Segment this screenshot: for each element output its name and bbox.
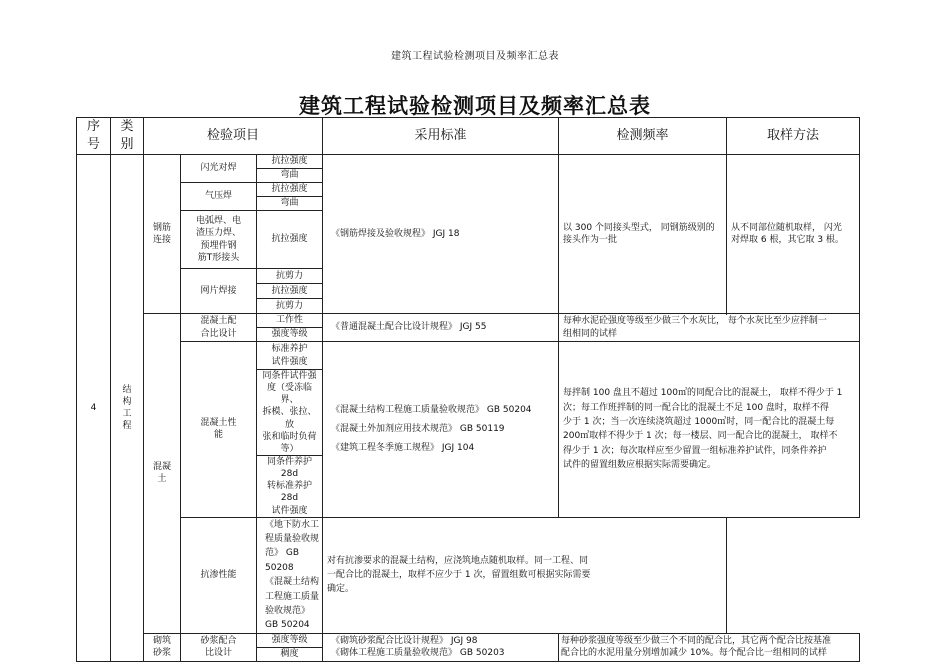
test-cell: 抗剪力 xyxy=(257,269,323,284)
test-cell: 抗拉强度 xyxy=(257,155,323,169)
concrete-perf-standards xyxy=(323,342,559,518)
rebar-group: 钢筋 连接 xyxy=(144,155,181,314)
test-cell: 稠度 xyxy=(257,647,323,661)
test-cell: 强度等级 xyxy=(257,328,323,342)
test-cell: 强度等级 xyxy=(257,633,323,647)
running-header: 建筑工程试验检测项目及频率汇总表 xyxy=(391,51,559,62)
col-header-seq: 序 号 xyxy=(77,118,111,155)
test-cell: 抗剪力 xyxy=(257,299,323,314)
standard-line: 《建筑工程冬季施工规程》 JGJ 104 xyxy=(331,442,475,453)
concrete-perf-item: 混凝土性 能 xyxy=(181,342,257,518)
mesh-weld-item: 网片焊接 xyxy=(181,269,257,314)
concrete-mix-frequency: 每种水泥砼强度等级至少做三个水灰比， 每个水灰比至少应拌制一 组相同的试样 xyxy=(559,314,860,342)
standard-line: 《砌筑砂浆配合比设计规程》 JGJ 98 xyxy=(331,636,478,647)
gas-weld-item: 气压焊 xyxy=(181,183,257,211)
table-row xyxy=(77,314,860,328)
mortar-group: 砌筑 砂浆 xyxy=(144,633,181,661)
col-header-standard: 采用标准 xyxy=(323,118,559,155)
header-row xyxy=(77,118,860,155)
col-header-category: 类 别 xyxy=(111,118,144,155)
flash-weld-item: 闪光对焊 xyxy=(181,155,257,183)
standard-line: 《砌体工程施工质量验收规范》 GB 50203 xyxy=(331,648,505,659)
test-cell: 弯曲 xyxy=(257,169,323,183)
test-cell: 同条件养护 28d 转标准养护 28d 试件强度 xyxy=(257,455,323,517)
section-number: 4 xyxy=(77,155,111,662)
rebar-standard: 《钢筋焊接及验收规程》 JGJ 18 xyxy=(323,155,559,314)
document-title: 建筑工程试验检测项目及频率汇总表 xyxy=(299,94,651,118)
mortar-mix-item: 砂浆配合 比设计 xyxy=(181,633,257,661)
arc-weld-item: 电弧焊、电 渣压力焊、 预埋件钢 筋T形接头 xyxy=(181,211,257,269)
table-row xyxy=(77,155,860,169)
concrete-imperm-frequency: 对有抗渗要求的混凝土结构，应浇筑地点随机取样。同一工程、同 一配合比的混凝土，取样不应少于 1 次，留置组数可根据实际需要 确定。 xyxy=(323,517,727,633)
concrete-imperm-standards xyxy=(257,517,323,633)
table-row xyxy=(77,342,860,370)
table-row xyxy=(77,517,860,633)
col-header-item: 检验项目 xyxy=(144,118,323,155)
table-row xyxy=(77,633,860,647)
test-cell: 抗渗性能 xyxy=(181,517,257,633)
concrete-mix-item: 混凝土配 合比设计 xyxy=(181,314,257,342)
col-header-sampling: 取样方法 xyxy=(727,118,860,155)
test-cell: 工作性 xyxy=(257,314,323,328)
concrete-group: 混凝 土 xyxy=(144,314,181,634)
test-cell: 弯曲 xyxy=(257,197,323,211)
concrete-perf-frequency: 每拌制 100 盘且不超过 100㎥的同配合比的混凝土， 取样不得少于 1 次；每工作班拌制的同一配合比的混凝土不足 100 盘时，取样不得 少于 1 次；当一次连续浇筑超过 1000㎥时，同一配合比的混凝土每 200㎥取样不得少于 1 次；每一楼层、同一配合比的混凝土， 取样不 得少于 1 次；每次取样应至少留置一组标准养护试件，同条件养护 试件的留置组数应根据实际需要确定。 xyxy=(559,342,860,518)
standard-line: 《混凝土外加剂应用技术规范》 GB 50119 xyxy=(331,423,505,434)
mortar-standards xyxy=(323,633,559,661)
test-cell: 抗拉强度 xyxy=(257,284,323,299)
test-cell: 抗拉强度 xyxy=(257,183,323,197)
col-header-frequency: 检测频率 xyxy=(559,118,727,155)
standard-line: 《地下防水工程质量验收规范》 GB 50208 xyxy=(265,519,320,573)
standard-line: 《混凝土结构工程施工质量验收规范》 GB 50204 xyxy=(331,405,532,415)
section-category: 结 构 工 程 xyxy=(111,155,144,662)
rebar-sampling: 从不同部位随机取样， 闪光 对焊取 6 根，其它取 3 根。 xyxy=(727,155,860,314)
mortar-frequency: 每种砂浆强度等级至少做三个不同的配合比，其它两个配合比按基准 配合比的水泥用量分别增加减少 10%。每个配合比一组相同的试样 xyxy=(559,633,860,661)
test-cell: 同条件试件强 度（受冻临界、 拆模、张拉、放 张和临时负荷 等） xyxy=(257,370,323,456)
inspection-table xyxy=(76,117,860,662)
standard-line: 《混凝土结构工程施工质量验收规范》 GB 50204 xyxy=(265,577,320,631)
test-cell: 抗拉强度 xyxy=(257,211,323,269)
test-cell: 标准养护 试件强度 xyxy=(257,342,323,370)
rebar-frequency: 以 300 个同接头型式， 同钢筋级别的 接头作为一批 xyxy=(559,155,727,314)
concrete-mix-standard: 《普通混凝土配合比设计规程》 JGJ 55 xyxy=(323,314,559,342)
